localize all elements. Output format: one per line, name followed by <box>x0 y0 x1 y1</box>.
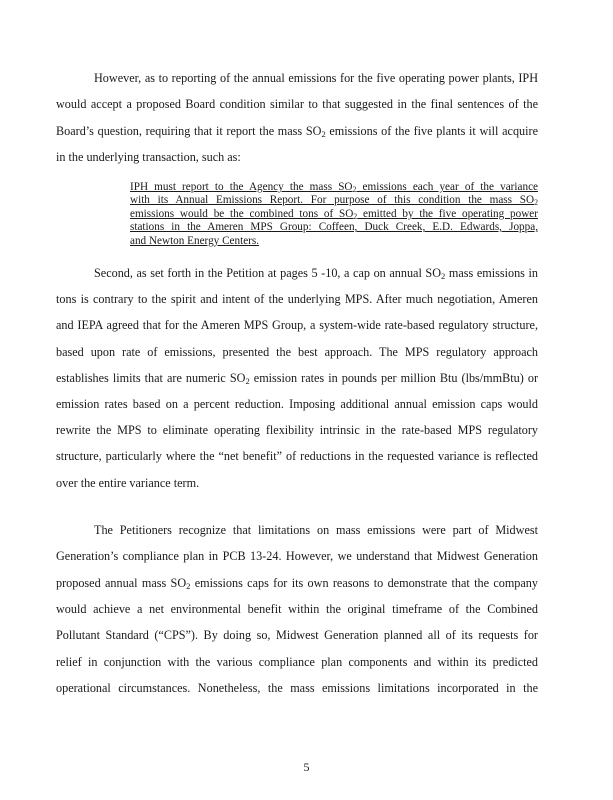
paragraph-2-line: tons is contrary to the spirit and intent of the underlying MPS. After much negotiation, Ameren <box>56 292 538 306</box>
paragraph-3-line: relief in conjunction with the various compliance plan components and within its predicted <box>56 655 538 669</box>
paragraph-3-line: The Petitioners recognize that limitations on mass emissions were part of Midwest <box>94 523 538 537</box>
paragraph-3-line: proposed annual mass $SO_2$ emissions caps for its own reasons to demonstrate that the company <box>56 576 538 592</box>
block-quote-line: and Newton Energy Centers. <box>130 235 260 247</box>
paragraph-1-line: Board’s question, requiring that it report the mass $SO_2$ emissions of the five plants it will acquire <box>56 124 538 140</box>
paragraph-2-line: rewrite the MPS to eliminate operating flexibility intrinsic in the rate-based MPS regulatory <box>56 423 538 437</box>
paragraph-2-line: Second, as set forth in the Petition at pages 5 -10, a cap on annual $SO_2$ mass emissions in <box>94 266 538 282</box>
paragraph-2-line: based upon rate of emissions, presented the best approach. The MPS regulatory approach <box>56 345 538 359</box>
block-quote-line: emissions would be the combined tons of $SO_2$ emitted by the five operating power <box>130 208 538 221</box>
page-number: 5 <box>303 760 310 774</box>
paragraph-3-line: would achieve a net environmental benefit within the original timeframe of the Combined <box>56 602 538 616</box>
block-quote-line: IPH must report to the Agency the mass $SO_2$ emissions each year of the variance <box>130 181 538 194</box>
paragraph-3-line: Pollutant Standard (“CPS”). By doing so, Midwest Generation planned all of its requests for <box>56 628 538 642</box>
paragraph-3-line: Generation’s compliance plan in PCB 13-24. However, we understand that Midwest Generation <box>56 549 538 563</box>
paragraph-1-line: in the underlying transaction, such as: <box>56 150 241 164</box>
paragraph-2-line: and IEPA agreed that for the Ameren MPS Group, a system-wide rate-based regulatory structure, <box>56 318 538 332</box>
paragraph-2-line: structure, particularly where the “net benefit” of reductions in the requested variance is reflected <box>56 449 538 463</box>
paragraph-2-line: emission rates based on a percent reduction. Imposing additional annual emission caps would <box>56 397 538 411</box>
block-quote-line: with its Annual Emissions Report. For purpose of this condition the mass $SO_2$ <box>130 194 538 207</box>
paragraph-2-line: establishes limits that are numeric $SO_2$ emission rates in pounds per million Btu (lbs/mmBtu) or <box>56 371 538 387</box>
paragraph-1-line: would accept a proposed Board condition similar to that suggested in the final sentences of the <box>56 97 538 111</box>
paragraph-2-line: over the entire variance term. <box>56 476 200 490</box>
block-quote-line: stations in the Ameren MPS Group: Coffeen, Duck Creek, E.D. Edwards, Joppa, <box>130 221 538 233</box>
paragraph-3-line: operational circumstances. Nonetheless, the mass emissions limitations incorporated in the <box>56 681 538 695</box>
paragraph-1-line: However, as to reporting of the annual emissions for the five operating power plants, IPH <box>94 71 538 85</box>
